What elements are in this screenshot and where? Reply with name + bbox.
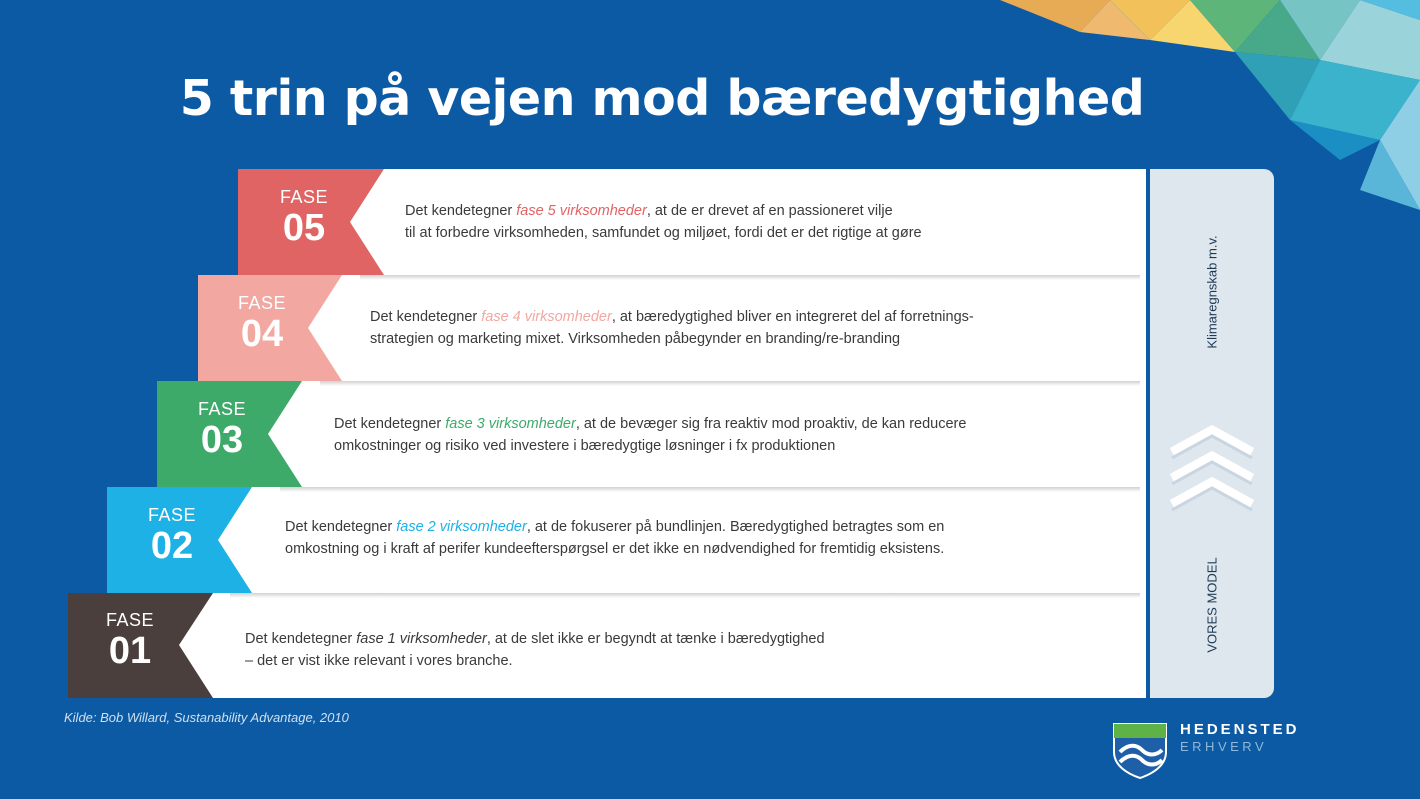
phase-description-05: Det kendetegner fase 5 virksomheder, at de er drevet af en passioneret vilje til at forbedre virksomheden, samfundet og miljøet, fordi det er det rigtige at gøre [405, 203, 922, 241]
sidebar-bottom-label: VORES MODEL [1204, 557, 1220, 653]
phase-badge-05-text: FASE 05 [279, 187, 329, 249]
logo-subtitle: ERHVERV [1180, 739, 1268, 754]
phase-badge-02-text: FASE 02 [147, 505, 197, 567]
phase-badge-03-text: FASE 03 [197, 399, 247, 461]
phase-description-04: Det kendetegner fase 4 virksomheder, at bæredygtighed bliver en integreret del af forretnings- strategien og marketing mixet. Virksomheden påbegynder en branding/re-branding [370, 309, 974, 347]
phase-description-03: Det kendetegner fase 3 virksomheder, at de bevæger sig fra reaktiv mod proaktiv, de kan reducere omkostninger og risiko ved investere i bæredygtige løsninger i fx produktionen [334, 416, 967, 454]
phase-description-01: Det kendetegner fase 1 virksomheder, at de slet ikke er begyndt at tænke i bæredygtighed – det er vist ikke relevant i vores branche. [245, 631, 825, 669]
phase-highlight-04: fase 4 virksomheder [481, 309, 612, 325]
source-citation: Kilde: Bob Willard, Sustanability Advantage, 2010 [64, 710, 349, 725]
phase-badge-01-text: FASE 01 [105, 610, 155, 672]
phase-highlight-01: fase 1 virksomheder [356, 631, 487, 647]
phase-highlight-02: fase 2 virksomheder [396, 519, 527, 535]
phase-badge-04-text: FASE 04 [237, 293, 287, 355]
page-title: 5 trin på vejen mod bæredygtighed [179, 70, 1145, 127]
shield-wave-icon [1112, 722, 1168, 780]
phase-description-02: Det kendetegner fase 2 virksomheder, at de fokuserer på bundlinjen. Bæredygtighed betragtes som en omkostning og i kraft af perifer kundeefterspørgsel er det ikke en nødvendighed for fremtidig eksistens. [285, 519, 945, 557]
sidebar-top-label: Klimaregnskab m.v. [1204, 235, 1220, 349]
chevron-up-icon [1166, 418, 1258, 528]
logo-name: HEDENSTED [1180, 721, 1300, 738]
phase-highlight-05: fase 5 virksomheder [516, 203, 647, 219]
phase-highlight-03: fase 3 virksomheder [445, 416, 576, 432]
